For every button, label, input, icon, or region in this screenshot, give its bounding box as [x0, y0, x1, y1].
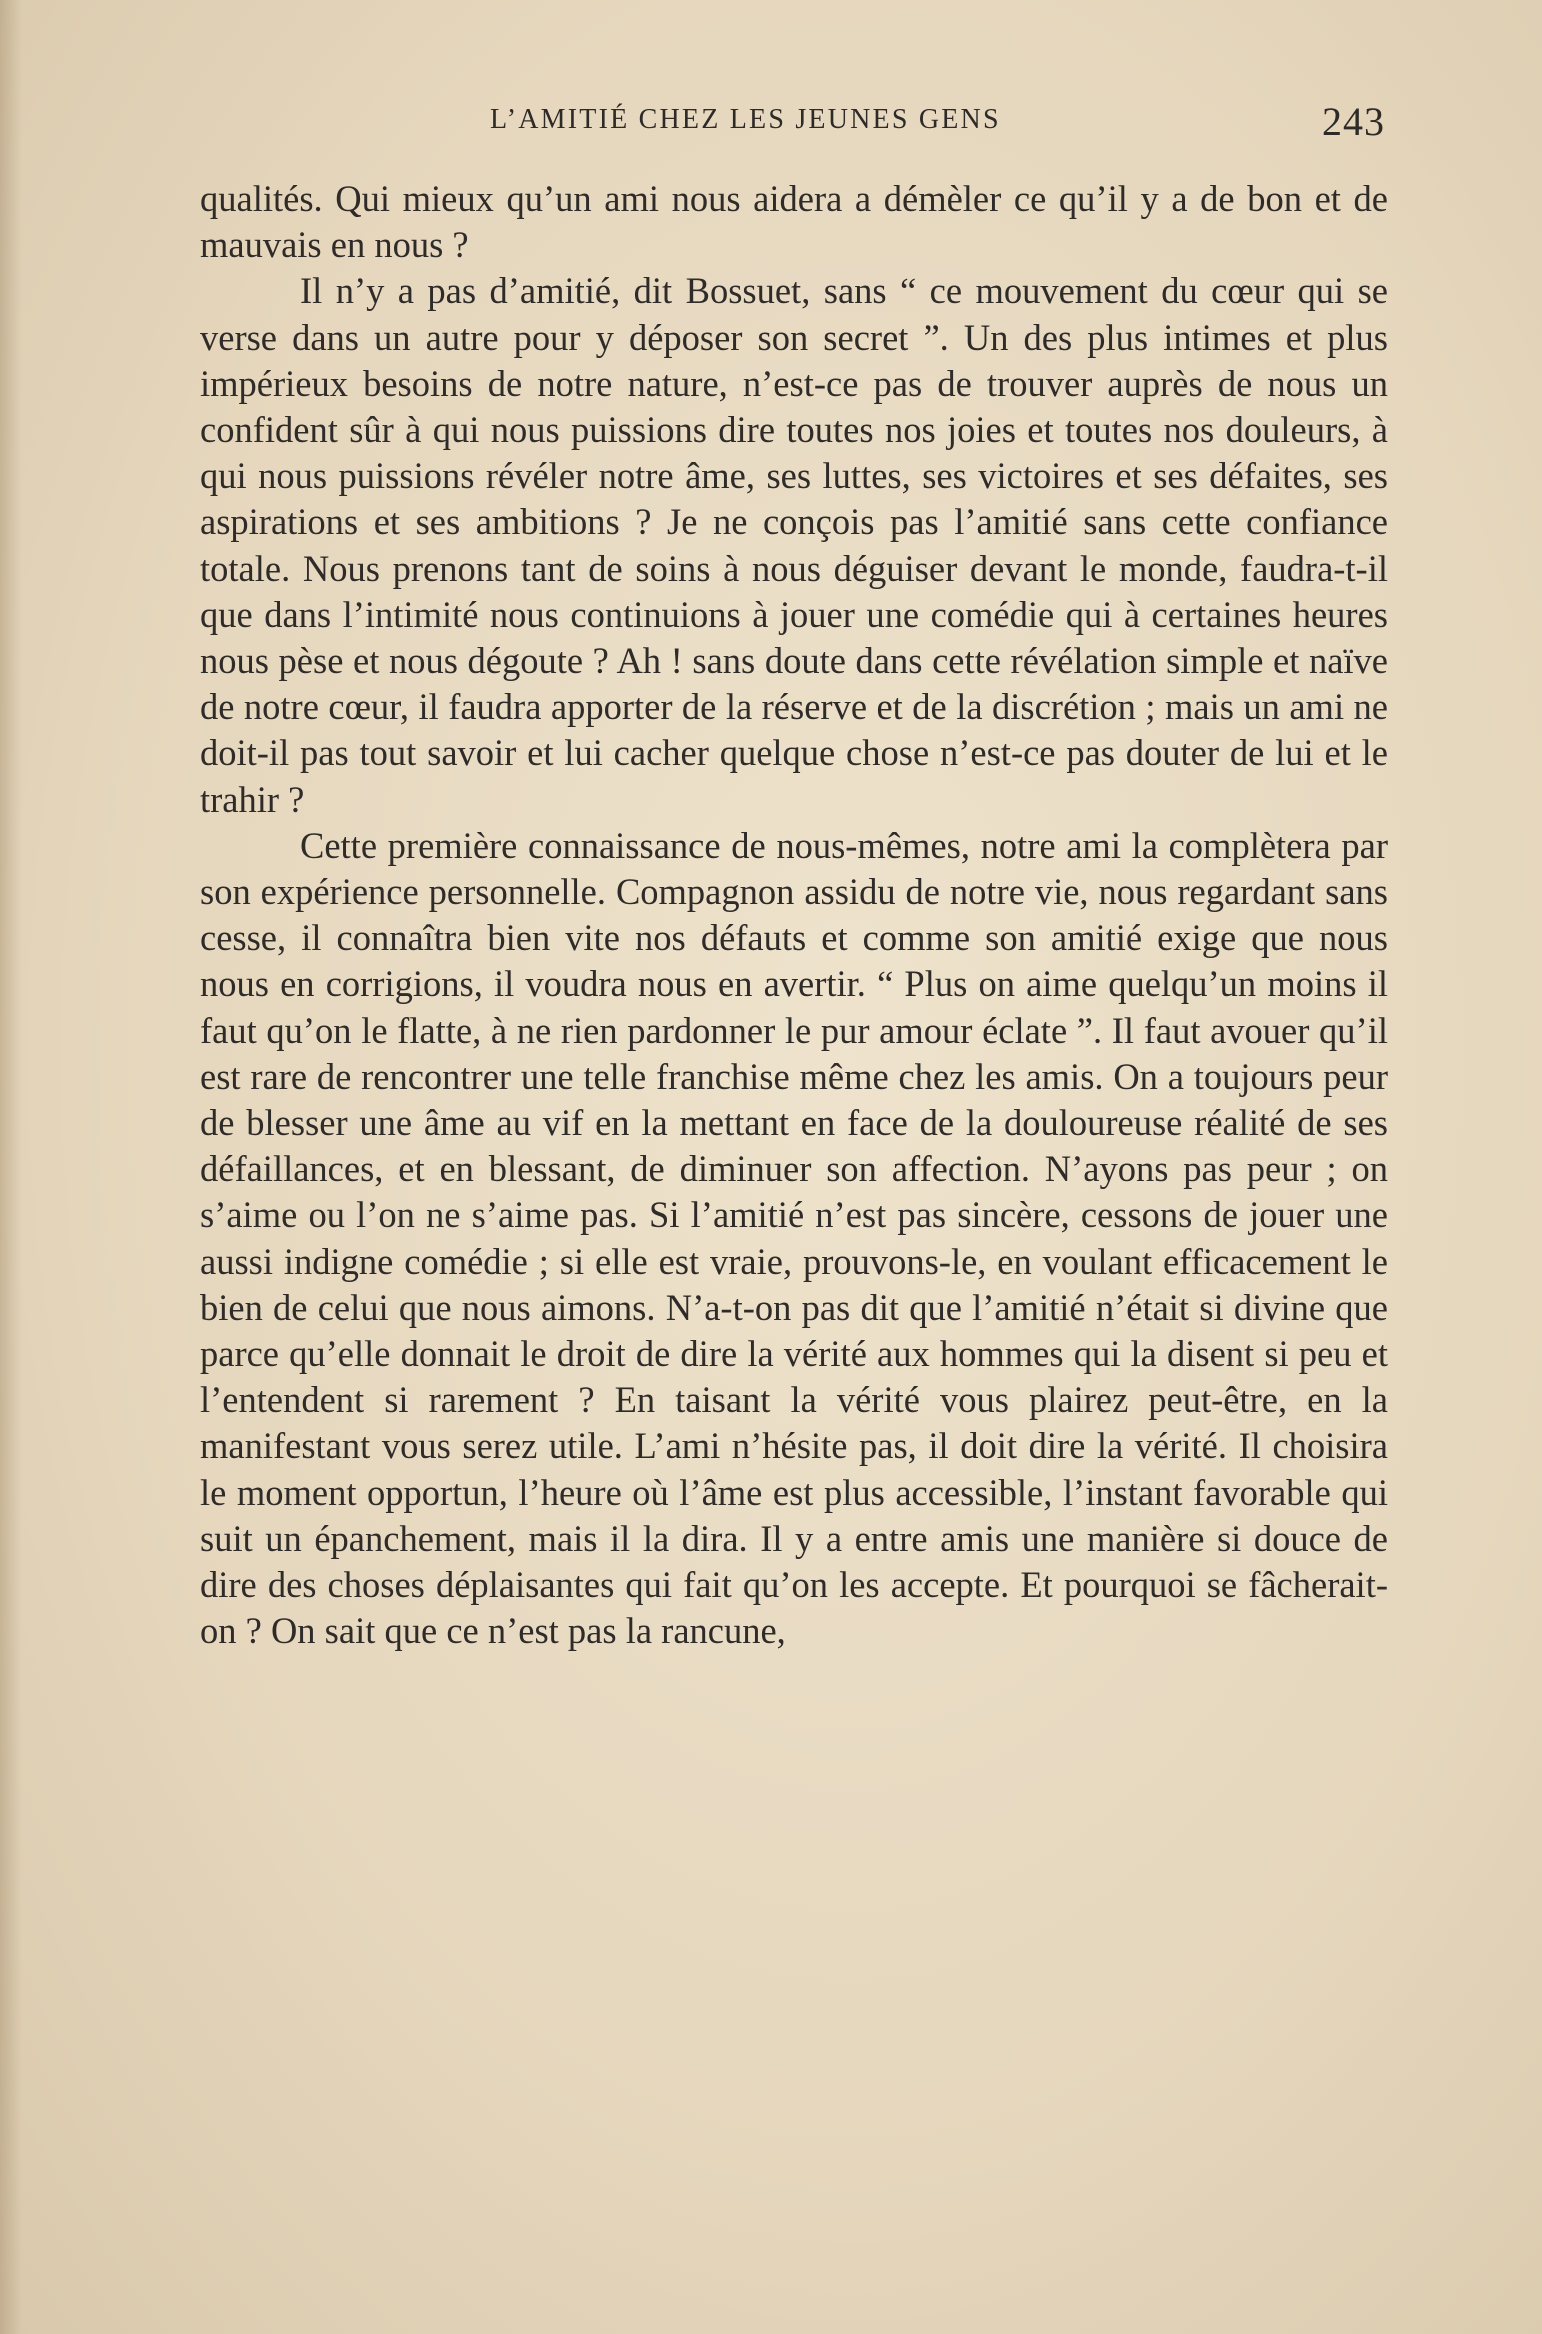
- paragraph-2: Il n’y a pas d’amitié, dit Bossuet, sans “ ce mouvement du cœur qui se verse dans un autre pour y déposer son secret ”. Un des plus intimes et plus impérieux besoins de notre nature, n’est-ce pas de trouver auprès de nous un confident sûr à qui nous puissions dire toutes nos joies et toutes nos douleurs, à qui nous puissions révéler notre âme, ses luttes, ses victoires et ses défaites, ses aspirations et ses ambitions ? Je ne conçois pas l’amitié sans cette confiance totale. Nous prenons tant de soins à nous déguiser devant le monde, faudra-t-il que dans l’intimité nous continuions à jouer une comédie qui à certaines heures nous pèse et nous dégoute ? Ah ! sans doute dans cette révélation simple et naïve de notre cœur, il faudra apporter de la réserve et de la discrétion ; mais un ami ne doit-il pas tout savoir et lui cacher quelque chose n’est-ce pas douter de lui et le trahir ?: [200, 270, 1388, 820]
- gutter-shadow: [0, 0, 22, 2334]
- running-head: [200, 98, 1385, 144]
- body-text: [200, 176, 1388, 1655]
- running-title: L’AMITIÉ CHEZ LES JEUNES GENS: [490, 104, 1001, 135]
- page-number: 243: [1322, 99, 1385, 144]
- paragraph-1: qualités. Qui mieux qu’un ami nous aidera a démèler ce qu’il y a de bon et de mauvais en nous ?: [200, 178, 1388, 266]
- paragraph-3: Cette première connaissance de nous-mêmes, notre ami la complètera par son expérience personnelle. Compagnon assidu de notre vie, nous regardant sans cesse, il connaîtra bien vite nos défauts et comme son amitié exige que nous nous en corrigions, il voudra nous en avertir. “ Plus on aime quelqu’un moins il faut qu’on le flatte, à ne rien pardonner le pur amour éclate ”. Il faut avouer qu’il est rare de rencontrer une telle franchise même chez les amis. On a toujours peur de blesser une âme au vif en la mettant en face de la douloureuse réalité de ses défaillances, et en blessant, de diminuer son affection. N’ayons pas peur ; on s’aime ou l’on ne s’aime pas. Si l’amitié n’est pas sincère, cessons de jouer une aussi indigne comédie ; si elle est vraie, prouvons-le, en voulant efficacement le bien de celui que nous aimons. N’a-t-on pas dit que l’amitié n’était si divine que parce qu’elle donnait le droit de dire la vérité aux hommes qui la disent si peu et l’entendent si rarement ? En taisant la vérité vous plairez peut-être, en la manifestant vous serez utile. L’ami n’hésite pas, il doit dire la vérité. Il choisira le moment opportun, l’heure où l’âme est plus accessible, l’instant favorable qui suit un épanchement, mais il la dira. Il y a entre amis une manière si douce de dire des choses déplaisantes qui fait qu’on les accepte. Et pourquoi se fâcherait-on ? On sait que ce n’est pas la rancune,: [200, 824, 1388, 1652]
